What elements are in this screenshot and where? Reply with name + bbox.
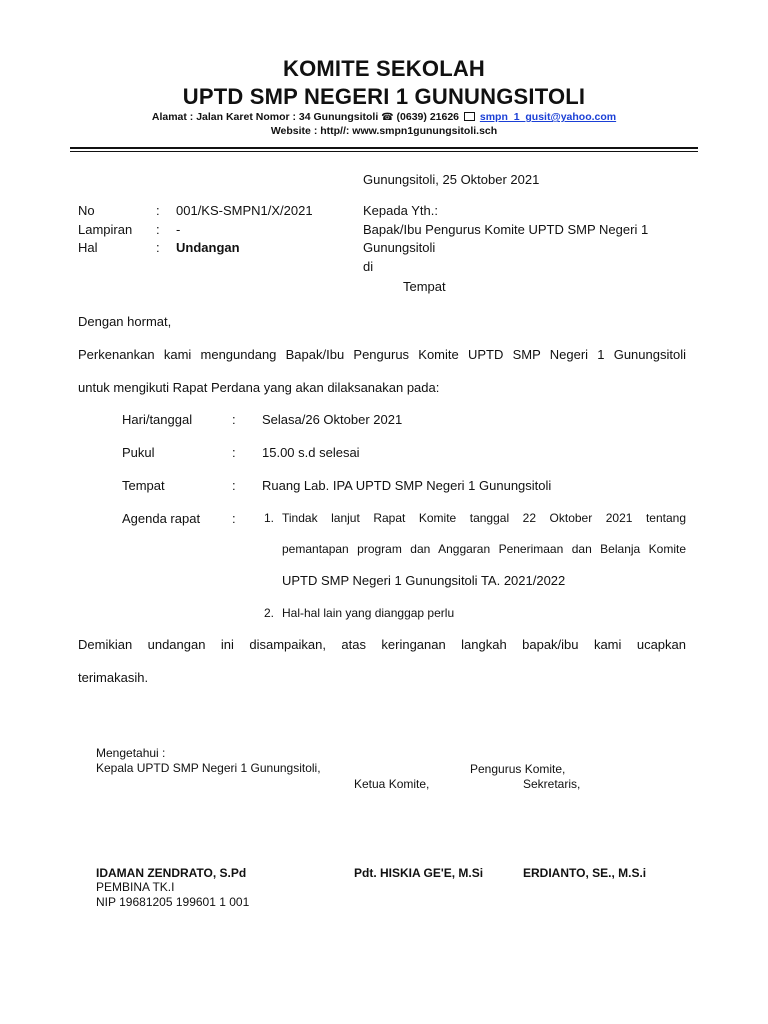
phone-icon: ☎: [381, 112, 394, 123]
agenda-item-2-number: 2.: [264, 606, 275, 620]
lampiran-separator: :: [156, 222, 160, 237]
closing-line-2: terimakasih.: [78, 670, 149, 685]
no-separator: :: [156, 203, 160, 218]
hal-separator: :: [156, 240, 160, 255]
email-link[interactable]: smpn_1_gusit@yahoo.com: [479, 111, 617, 123]
agenda-item-1-line-3: UPTD SMP Negeri 1 Gunungsitoli TA. 2021/2022: [282, 573, 566, 588]
hari-label: Hari/tanggal: [122, 412, 193, 427]
phone-number: (0639) 21626: [396, 111, 460, 123]
agenda-item-1-line-2: pemantapan program dan Anggaran Penerimaan dan Belanja Komite: [282, 542, 686, 556]
website-line: Website : http//: www.smpn1gunungsitoli.sch: [270, 125, 498, 137]
header-divider-thick: [70, 147, 698, 149]
sekretaris-title: Sekretaris,: [523, 777, 581, 791]
agenda-separator: :: [232, 511, 236, 526]
agenda-item-1-number: 1.: [264, 511, 275, 525]
agenda-item-1-line-1: Tindak lanjut Rapat Komite tanggal 22 Oktober 2021 tentang: [282, 511, 686, 525]
kepala-name: IDAMAN ZENDRATO, S.Pd: [96, 866, 247, 880]
intro-line-1: Perkenankan kami mengundang Bapak/Ibu Pengurus Komite UPTD SMP Negeri 1 Gunungsitoli: [78, 347, 686, 362]
no-label: No: [78, 203, 95, 218]
agenda-label: Agenda rapat: [122, 511, 201, 526]
pengurus-title: Pengurus Komite,: [470, 762, 566, 776]
ketua-title: Ketua Komite,: [354, 777, 430, 791]
address-text: Alamat : Jalan Karet Nomor : 34 Gunungsitoli: [151, 111, 379, 123]
salutation: Dengan hormat,: [78, 314, 172, 329]
pukul-value: 15.00 s.d selesai: [262, 445, 360, 460]
sekretaris-name: ERDIANTO, SE., M.S.i: [523, 866, 647, 880]
lampiran-label: Lampiran: [78, 222, 133, 237]
hal-label: Hal: [78, 240, 98, 255]
hari-separator: :: [232, 412, 236, 427]
kepala-rank: PEMBINA TK.I: [96, 880, 175, 894]
recipient-city: Gunungsitoli: [363, 240, 436, 255]
intro-line-2: untuk mengikuti Rapat Perdana yang akan dilaksanakan pada:: [78, 380, 440, 395]
mengetahui-label: Mengetahui :: [96, 746, 166, 760]
tempat-separator: :: [232, 478, 236, 493]
recipient-name: Bapak/Ibu Pengurus Komite UPTD SMP Negeri 1: [363, 222, 649, 237]
ketua-name: Pdt. HISKIA GE'E, M.Si: [354, 866, 484, 880]
letter-date: Gunungsitoli, 25 Oktober 2021: [363, 172, 540, 187]
agenda-item-2-text: Hal-hal lain yang dianggap perlu: [282, 606, 455, 620]
tempat-value: Ruang Lab. IPA UPTD SMP Negeri 1 Gunungsitoli: [262, 478, 552, 493]
kepala-title: Kepala UPTD SMP Negeri 1 Gunungsitoli,: [96, 761, 321, 775]
org-name-line1: KOMITE SEKOLAH: [282, 56, 486, 81]
envelope-icon: [464, 112, 475, 121]
recipient-di: di: [363, 259, 374, 274]
lampiran-value: -: [176, 222, 181, 237]
pukul-separator: :: [232, 445, 236, 460]
no-value: 001/KS-SMPN1/X/2021: [176, 203, 313, 218]
hari-value: Selasa/26 Oktober 2021: [262, 412, 403, 427]
recipient-place: Tempat: [403, 279, 446, 294]
tempat-label: Tempat: [122, 478, 165, 493]
kepala-nip: NIP 19681205 199601 1 001: [96, 895, 250, 909]
address-line: [0, 111, 768, 123]
recipient-greeting: Kepada Yth.:: [363, 203, 438, 218]
hal-value: Undangan: [176, 240, 240, 255]
header-divider-thin: [70, 151, 698, 152]
pukul-label: Pukul: [122, 445, 155, 460]
closing-line-1: Demikian undangan ini disampaikan, atas keringanan langkah bapak/ibu kami ucapkan: [78, 637, 686, 652]
org-name-line2: UPTD SMP NEGERI 1 GUNUNGSITOLI: [182, 84, 586, 109]
